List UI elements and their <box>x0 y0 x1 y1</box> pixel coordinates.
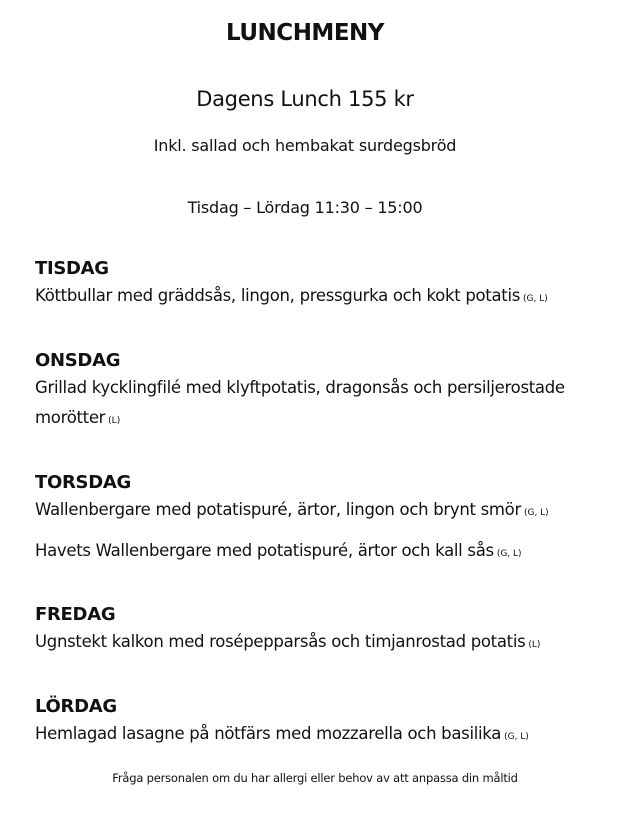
day-section-tisdag <box>35 257 595 314</box>
menu-title: LUNCHMENY <box>226 20 384 46</box>
day-heading: ONSDAG <box>35 350 121 371</box>
opening-hours: Tisdag – Lördag 11:30 – 15:00 <box>187 198 423 217</box>
dish-item <box>35 495 595 528</box>
day-section-onsdag <box>35 349 595 436</box>
dish-item <box>35 627 595 660</box>
day-heading: TISDAG <box>35 258 109 279</box>
dish-item <box>35 373 595 436</box>
allergen-label: (G, L) <box>523 294 548 304</box>
allergy-footer-note: Fråga personalen om du har allergi eller behov av att anpassa din måltid <box>112 771 518 785</box>
dish-text: Hemlagad lasagne på nötfärs med mozzarella och basilika <box>35 724 502 743</box>
dish-item <box>35 281 595 314</box>
dish-item <box>35 719 595 752</box>
daily-lunch-price: Dagens Lunch 155 kr <box>196 87 414 111</box>
dish-text: Köttbullar med gräddsås, lingon, pressgurka och kokt potatis <box>35 286 521 305</box>
allergen-label: (L) <box>528 640 541 650</box>
day-section-fredag <box>35 603 595 660</box>
lunch-includes: Inkl. sallad och hembakat surdegsbröd <box>153 136 457 155</box>
day-section-lordag <box>35 695 595 752</box>
day-heading: FREDAG <box>35 604 116 625</box>
allergen-label: (G, L) <box>523 508 549 518</box>
day-heading: TORSDAG <box>35 472 131 493</box>
day-section-torsdag <box>35 471 595 569</box>
allergen-label: (G, L) <box>504 732 529 742</box>
allergen-label: (G, L) <box>496 549 522 559</box>
allergen-label: (L) <box>108 416 121 426</box>
dish-text: Wallenbergare med potatispuré, ärtor, lingon och brynt smör <box>35 500 521 519</box>
dish-text: Havets Wallenbergare med potatispuré, ärtor och kall sås <box>35 541 494 560</box>
dish-text: Ugnstekt kalkon med rosépepparsås och timjanrostad potatis <box>35 632 526 651</box>
dish-text: Grillad kycklingfilé med klyftpotatis, dragonsås och persiljerostade morötter <box>35 378 565 427</box>
dish-item <box>35 536 595 569</box>
day-heading: LÖRDAG <box>35 696 117 717</box>
